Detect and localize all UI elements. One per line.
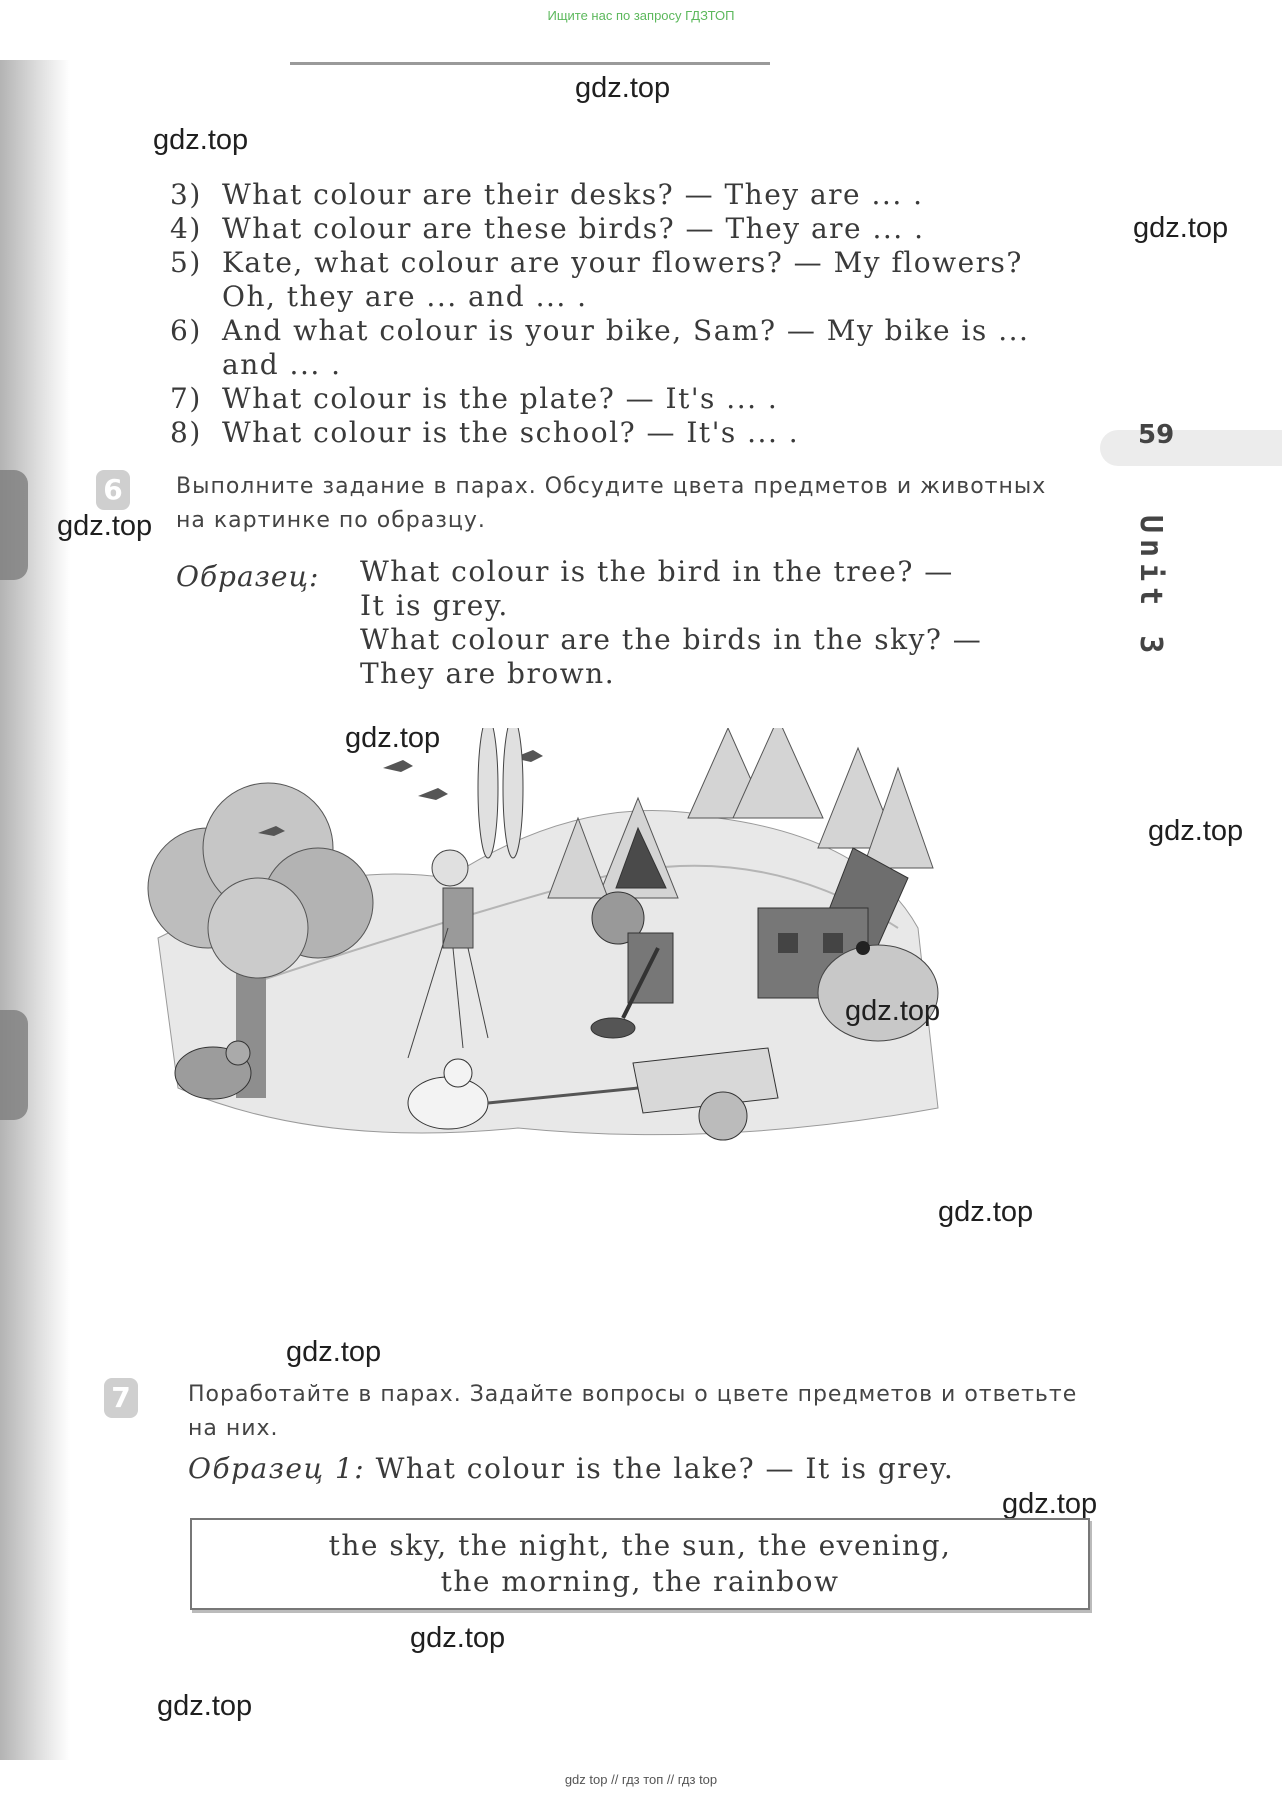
sample-label: Образец: (176, 560, 320, 593)
search-banner[interactable]: Ищите нас по запросу ГДЗТОП (547, 8, 735, 23)
list-item: 3) What colour are their desks? — They are ... . (170, 178, 924, 211)
list-item: 5) Kate, what colour are your flowers? — My flowers? Oh, they are ... and ... . (170, 246, 1023, 313)
watermark: gdz.top (1133, 212, 1229, 244)
binder-ring (0, 470, 28, 580)
unit-tab (1100, 430, 1282, 466)
watermark: gdz.top (57, 510, 153, 542)
list-item: 6) And what colour is your bike, Sam? — My bike is ... and ... . (170, 314, 1030, 381)
top-rule (290, 62, 770, 65)
watermark: gdz.top (845, 995, 941, 1027)
word-box: the sky, the night, the sun, the evening, the morning, the rainbow (190, 1518, 1090, 1610)
watermark: gdz.top (410, 1622, 506, 1654)
sample-one: Образец 1: What colour is the lake? — It is grey. (188, 1452, 955, 1485)
watermark: gdz.top (1148, 815, 1244, 847)
watermark: gdz.top (153, 124, 249, 156)
scan-shadow (0, 60, 70, 1760)
task6-instruction: Выполните задание в парах. Обсудите цвета предметов и животных на картинке по образцу. (176, 474, 1047, 533)
binder-ring (0, 1010, 28, 1120)
task-badge: 6 (96, 470, 130, 510)
list-item: 4) What colour are these birds? — They are ... . (170, 212, 925, 245)
list-item: 8) What colour is the school? — It's ... . (170, 416, 800, 449)
task-badge: 7 (104, 1378, 138, 1418)
watermark: gdz.top (157, 1690, 253, 1722)
sample-lines: What colour is the bird in the tree? — It is grey. What colour are the birds in the sky? — They are brown. (360, 555, 983, 690)
task7-instruction: Поработайте в парах. Задайте вопросы о цвете предметов и ответьте на них. (188, 1382, 1078, 1441)
watermark: gdz.top (286, 1336, 382, 1368)
question-list (170, 178, 1080, 450)
list-item: 7) What colour is the plate? — It's ... . (170, 382, 779, 415)
watermark: gdz.top (575, 72, 671, 104)
watermark: gdz.top (1002, 1488, 1098, 1520)
footer-links[interactable]: gdz top // гдз топ // гдз top (564, 1772, 718, 1787)
page-number: 59 (1138, 420, 1175, 450)
watermark: gdz.top (345, 722, 441, 754)
watermark: gdz.top (938, 1196, 1034, 1228)
unit-label: Unit 3 (1133, 515, 1168, 660)
illustration (118, 728, 1078, 1328)
